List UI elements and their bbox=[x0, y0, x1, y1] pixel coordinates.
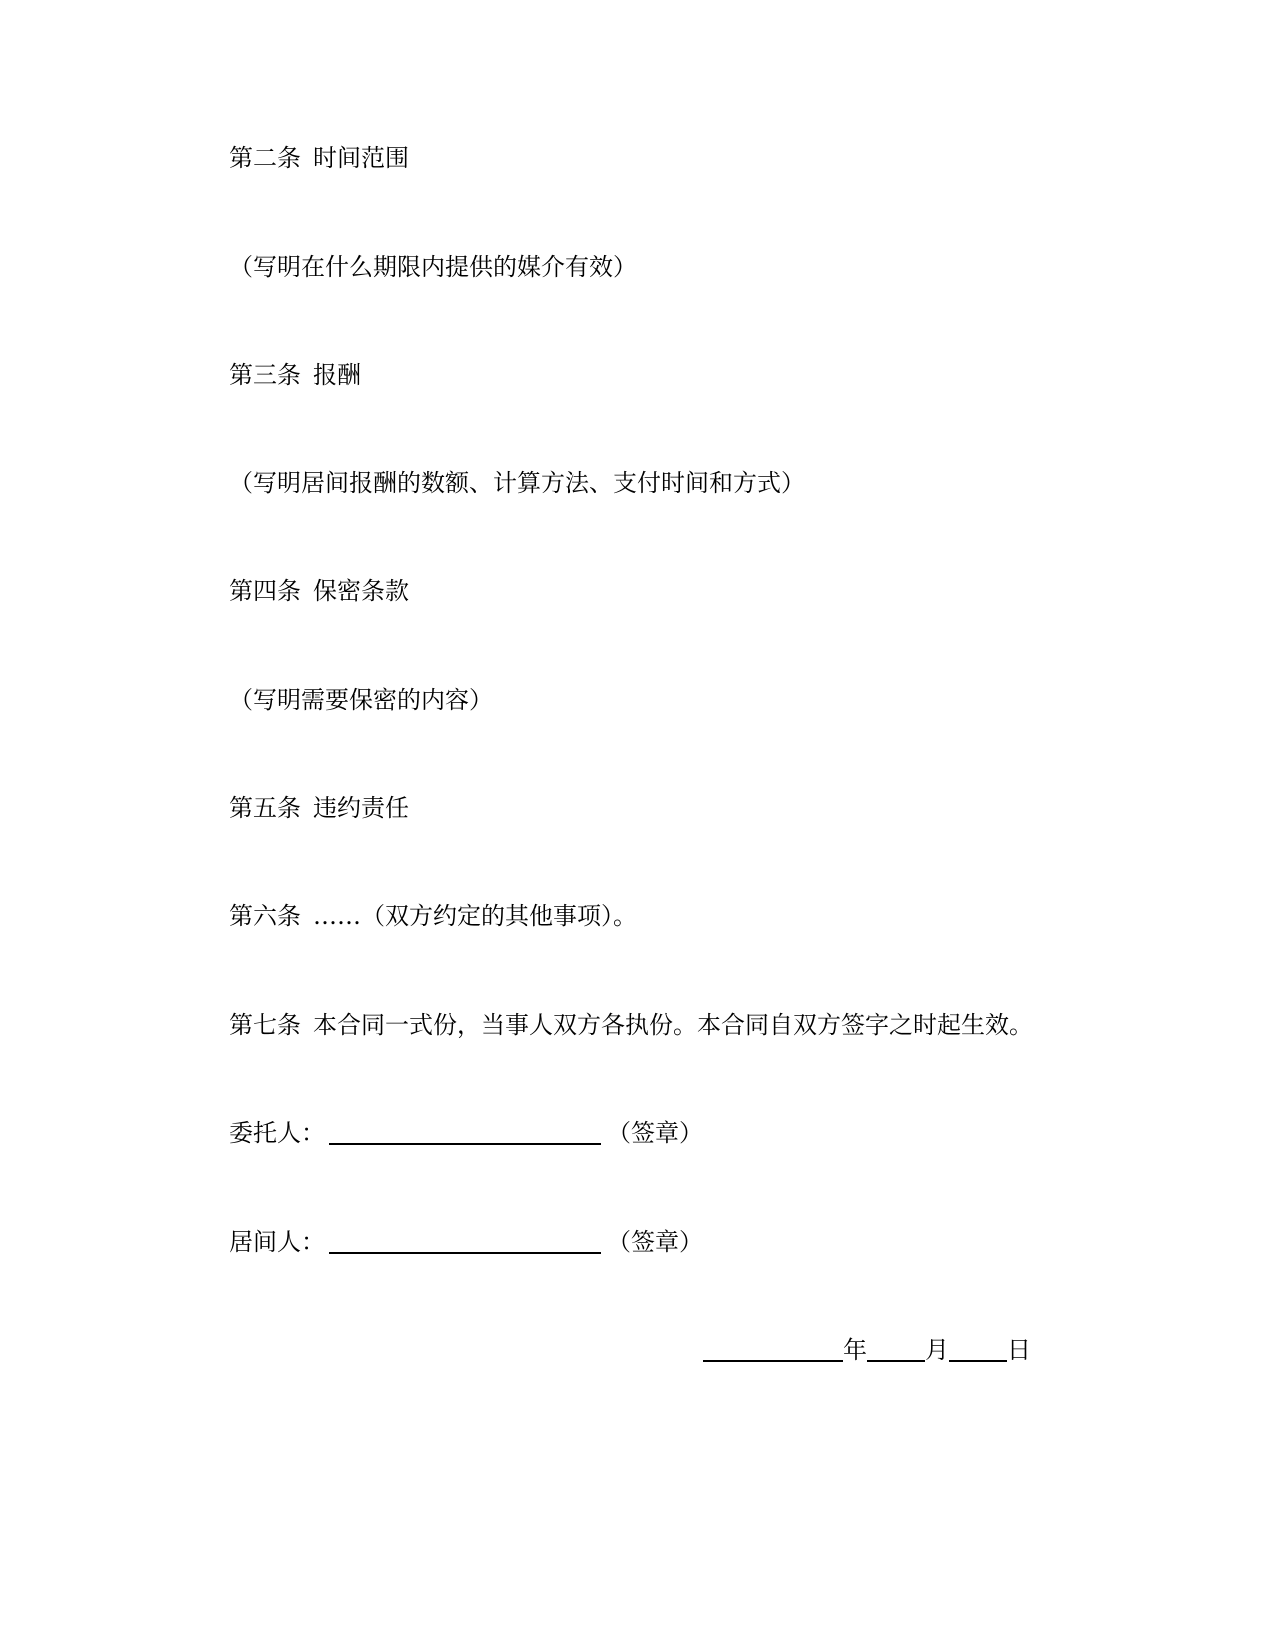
article-label: 第七条 bbox=[229, 1011, 301, 1039]
article-note: （写明在什么期限内提供的媒介有效） bbox=[229, 253, 637, 281]
article-note: （写明需要保密的内容） bbox=[229, 686, 493, 714]
article-4-note bbox=[229, 685, 493, 715]
article-3 bbox=[229, 360, 361, 390]
broker-signature-blank[interactable] bbox=[329, 1228, 601, 1254]
date-line bbox=[703, 1335, 1031, 1365]
year-label: 年 bbox=[843, 1336, 867, 1364]
broker-signature-line bbox=[229, 1227, 703, 1257]
article-5 bbox=[229, 793, 409, 823]
article-2 bbox=[229, 143, 409, 173]
day-blank[interactable] bbox=[949, 1336, 1007, 1362]
broker-label: 居间人： bbox=[229, 1228, 325, 1256]
article-7 bbox=[229, 1010, 1033, 1040]
article-4 bbox=[229, 576, 409, 606]
article-title: 违约责任 bbox=[313, 794, 409, 822]
article-6 bbox=[229, 901, 637, 931]
article-label: 第五条 bbox=[229, 794, 301, 822]
article-note: （写明居间报酬的数额、计算方法、支付时间和方式） bbox=[229, 469, 805, 497]
article-label: 第六条 bbox=[229, 902, 301, 930]
broker-seal: （签章） bbox=[607, 1228, 703, 1256]
month-blank[interactable] bbox=[867, 1336, 925, 1362]
article-label: 第三条 bbox=[229, 361, 301, 389]
article-2-note bbox=[229, 252, 637, 282]
client-seal: （签章） bbox=[607, 1119, 703, 1147]
client-signature-line bbox=[229, 1118, 703, 1148]
day-label: 日 bbox=[1007, 1336, 1031, 1364]
article-title: 保密条款 bbox=[313, 577, 409, 605]
article-3-note bbox=[229, 468, 805, 498]
client-signature-blank[interactable] bbox=[329, 1119, 601, 1145]
article-title: 时间范围 bbox=[313, 144, 409, 172]
article-label: 第四条 bbox=[229, 577, 301, 605]
article-title: 本合同一式份，当事人双方各执份。本合同自双方签字之时起生效。 bbox=[313, 1011, 1033, 1039]
year-blank[interactable] bbox=[703, 1336, 843, 1362]
article-title: 报酬 bbox=[313, 361, 361, 389]
article-label: 第二条 bbox=[229, 144, 301, 172]
month-label: 月 bbox=[925, 1336, 949, 1364]
article-title: ……（双方约定的其他事项）。 bbox=[313, 902, 637, 930]
client-label: 委托人： bbox=[229, 1119, 325, 1147]
